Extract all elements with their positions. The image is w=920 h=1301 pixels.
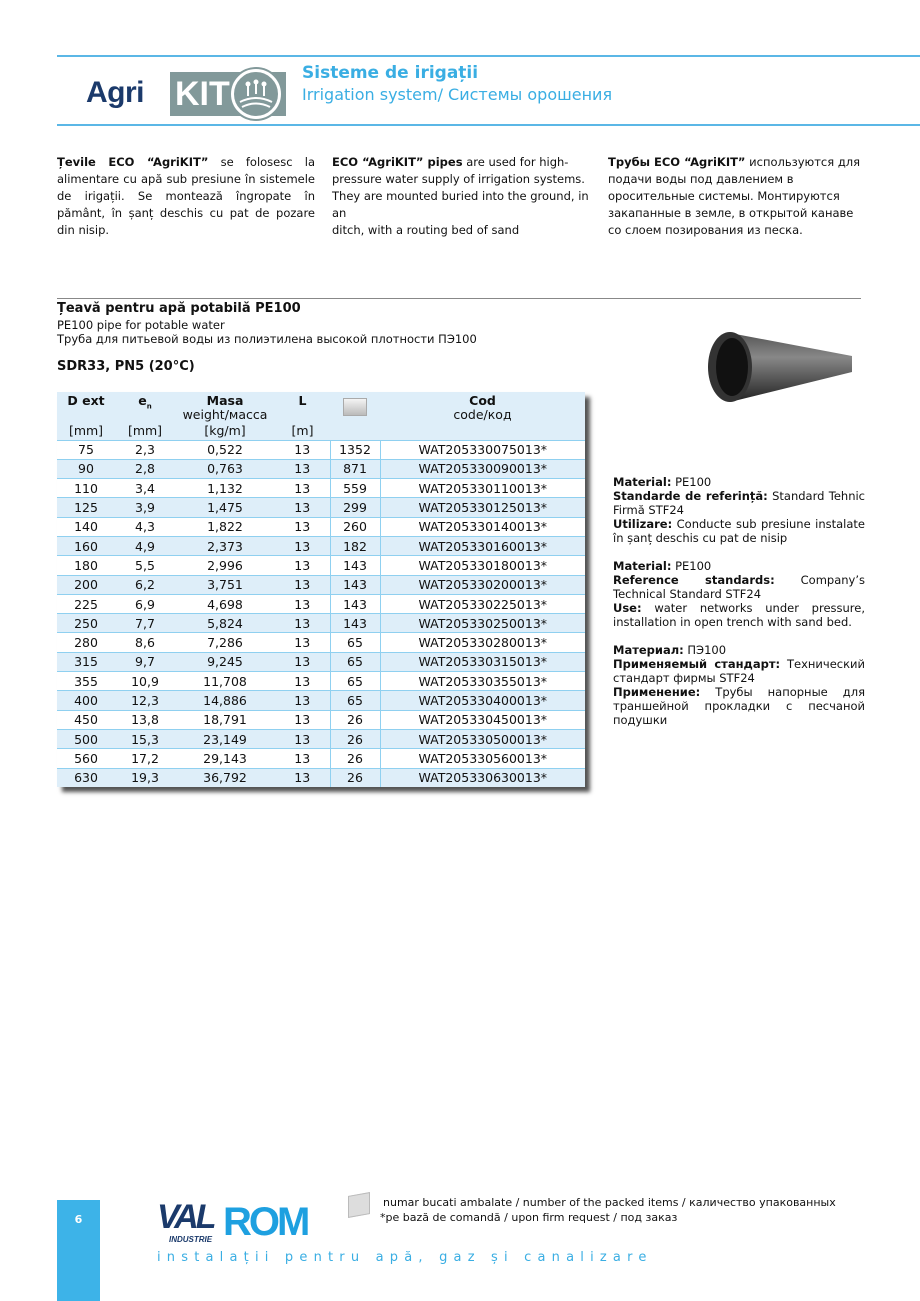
table-row	[57, 729, 585, 748]
table-cell: 19,3	[115, 768, 175, 787]
table-cell: 143	[330, 556, 380, 575]
table-cell: 13	[275, 710, 330, 729]
table-cell: 13	[275, 556, 330, 575]
page-subtitle: Irrigation system/ Системы орошения	[302, 85, 613, 104]
table-cell: WAT205330500013*	[380, 729, 585, 748]
table-cell: 143	[330, 575, 380, 594]
table-cell: WAT205330180013*	[380, 556, 585, 575]
table-cell: 4,9	[115, 536, 175, 555]
table-row	[57, 440, 585, 459]
spec-ro: Material: PE100 Standarde de referință: Standard Tehnic Firmă STF24 Utilizare: Conducte sub presiune instalate în șanț deschis cu pat de nisip	[613, 475, 865, 545]
table-cell: 260	[330, 517, 380, 536]
page-title: Sisteme de irigații	[302, 63, 479, 83]
table-row	[57, 459, 585, 478]
table-cell: 1,132	[175, 479, 275, 498]
col-masa-sub: weight/масса	[182, 407, 268, 422]
table-cell: 13	[275, 594, 330, 613]
table-row	[57, 768, 585, 787]
table-cell: 110	[57, 479, 115, 498]
pipe-table	[57, 392, 585, 787]
table-row	[57, 749, 585, 768]
table-cell: 450	[57, 710, 115, 729]
table-cell: 5,824	[175, 614, 275, 633]
table-cell: WAT205330560013*	[380, 749, 585, 768]
table-cell: 26	[330, 768, 380, 787]
pipe-image	[700, 330, 855, 405]
section-title: Țeavă pentru apă potabilă PE100	[57, 301, 301, 316]
table-cell: WAT205330315013*	[380, 652, 585, 671]
footnote-packed: numar bucati ambalate / number of the packed items / каличество упакованных	[383, 1196, 836, 1209]
table-cell: 75	[57, 440, 115, 459]
table-row	[57, 536, 585, 555]
table-cell: 560	[57, 749, 115, 768]
col-cod: Cod	[469, 393, 496, 408]
table-cell: 250	[57, 614, 115, 633]
intro-ro: Țevile ECO “AgriKIT” se folosesc la alimentare cu apă sub presiune în sistemele de irigații. Se montează îngropate în pământ, în șanț deschis cu pat de pozare din nisip.	[57, 155, 315, 237]
wheat-field-icon	[231, 69, 281, 119]
table-cell: 355	[57, 672, 115, 691]
table-cell: 13	[275, 575, 330, 594]
table-cell: WAT205330090013*	[380, 459, 585, 478]
col-masa: Masa	[206, 393, 244, 408]
table-row	[57, 556, 585, 575]
unit: [kg/m]	[204, 422, 246, 438]
col-cod-sub: code/код	[453, 407, 512, 422]
table-cell: 4,3	[115, 517, 175, 536]
unit: [mm]	[127, 422, 163, 438]
table-cell: 13	[275, 652, 330, 671]
table-row	[57, 575, 585, 594]
table-cell: 12,3	[115, 691, 175, 710]
sdr-heading: SDR33, PN5 (20°C)	[57, 359, 195, 374]
table-cell: 2,373	[175, 536, 275, 555]
table-cell: 9,7	[115, 652, 175, 671]
table-cell: 1,475	[175, 498, 275, 517]
table-cell: 13	[275, 633, 330, 652]
table-cell: 26	[330, 710, 380, 729]
table-cell: 5,5	[115, 556, 175, 575]
table-cell: 2,8	[115, 459, 175, 478]
unit: [m]	[291, 422, 314, 438]
intro-ru: Трубы ECO “AgriKIT” используются для подачи воды под давлением в оросительные системы. Монтируются закапанные в земле, в открытой канаве со слоем позирования из песка.	[608, 155, 861, 237]
table-row	[57, 498, 585, 517]
unit: [mm]	[68, 422, 104, 438]
table-cell: 13	[275, 498, 330, 517]
table-row	[57, 691, 585, 710]
agrikit-logo-box: KIT	[170, 72, 286, 116]
table-cell: 65	[330, 691, 380, 710]
tagline: instalații pentru apă, gaz și canalizare	[157, 1250, 653, 1265]
table-cell: 17,2	[115, 749, 175, 768]
table-cell: 13	[275, 691, 330, 710]
table-cell: 13	[275, 749, 330, 768]
table-cell: 13	[275, 672, 330, 691]
intro-en: ECO “AgriKIT” pipes are used for high-pressure water supply of irrigation systems. They are mounted buried into the ground, in an ditch, with a routing bed of sand	[332, 155, 589, 237]
table-cell: 1,822	[175, 517, 275, 536]
spec-en: Material: PE100 Reference standards: Company’s Technical Standard STF24 Use: water networks under pressure, installation in open trench with sand bed.	[613, 559, 865, 629]
table-cell: 0,763	[175, 459, 275, 478]
table-cell: 182	[330, 536, 380, 555]
table-row	[57, 633, 585, 652]
footnote-order: *pe bază de comandă / upon firm request / под заказ	[380, 1211, 678, 1224]
table-cell: 871	[330, 459, 380, 478]
table-cell: 65	[330, 672, 380, 691]
table-cell: WAT205330110013*	[380, 479, 585, 498]
table-cell: 1352	[330, 440, 380, 459]
col-l: L	[298, 393, 307, 408]
package-icon	[343, 398, 367, 416]
table-header	[57, 392, 585, 440]
table-cell: 65	[330, 652, 380, 671]
table-cell: 3,4	[115, 479, 175, 498]
table-cell: WAT205330400013*	[380, 691, 585, 710]
table-row	[57, 710, 585, 729]
table-cell: 18,791	[175, 710, 275, 729]
table-cell: 15,3	[115, 729, 175, 748]
table-cell: WAT205330075013*	[380, 440, 585, 459]
table-cell: 3,9	[115, 498, 175, 517]
col-dext: D ext	[67, 393, 105, 408]
table-cell: 10,9	[115, 672, 175, 691]
section-subtitle-ru: Труба для питьевой воды из полиэтилена высокой плотности ПЭ100	[57, 332, 477, 346]
open-box-icon	[348, 1192, 370, 1218]
table-cell: 90	[57, 459, 115, 478]
header-bottom-rule	[57, 124, 920, 126]
table-cell: WAT205330200013*	[380, 575, 585, 594]
table-cell: 3,751	[175, 575, 275, 594]
header-top-rule	[57, 55, 920, 57]
table-row	[57, 652, 585, 671]
table-cell: WAT205330630013*	[380, 768, 585, 787]
table-cell: 0,522	[175, 440, 275, 459]
table-cell: 140	[57, 517, 115, 536]
table-cell: 13	[275, 459, 330, 478]
table-cell: 7,7	[115, 614, 175, 633]
table-cell: 7,286	[175, 633, 275, 652]
table-cell: 65	[330, 633, 380, 652]
table-cell: 13	[275, 729, 330, 748]
table-cell: 14,886	[175, 691, 275, 710]
table-cell: 29,143	[175, 749, 275, 768]
table-row	[57, 614, 585, 633]
table-cell: WAT205330140013*	[380, 517, 585, 536]
table-cell: 36,792	[175, 768, 275, 787]
table-cell: 26	[330, 749, 380, 768]
page-number: 6	[74, 1213, 83, 1226]
table-cell: WAT205330250013*	[380, 614, 585, 633]
agrikit-logo: Agri	[86, 76, 144, 109]
table-cell: 125	[57, 498, 115, 517]
table-cell: 13	[275, 536, 330, 555]
table-cell: 4,698	[175, 594, 275, 613]
table-cell: 315	[57, 652, 115, 671]
table-cell: WAT205330280013*	[380, 633, 585, 652]
table-cell: WAT205330450013*	[380, 710, 585, 729]
table-cell: 13	[275, 440, 330, 459]
table-cell: 630	[57, 768, 115, 787]
valrom-logo: VAL ROM INDUSTRIE	[157, 1198, 308, 1244]
table-cell: 9,245	[175, 652, 275, 671]
table-cell: 143	[330, 614, 380, 633]
table-cell: 500	[57, 729, 115, 748]
table-row	[57, 479, 585, 498]
table-cell: 6,9	[115, 594, 175, 613]
table-row	[57, 672, 585, 691]
table-cell: 6,2	[115, 575, 175, 594]
table-cell: 23,149	[175, 729, 275, 748]
specs-panel	[613, 475, 865, 741]
table-cell: 400	[57, 691, 115, 710]
table-cell: 143	[330, 594, 380, 613]
table-cell: 225	[57, 594, 115, 613]
table-row	[57, 594, 585, 613]
table-cell: 26	[330, 729, 380, 748]
table-cell: 200	[57, 575, 115, 594]
table-cell: WAT205330355013*	[380, 672, 585, 691]
spec-ru: Материал: ПЭ100 Применяемый стандарт: Технический стандарт фирмы STF24 Применение: Трубы напорные для траншейной прокладки с песчаной подушки	[613, 643, 865, 727]
table-cell: 13	[275, 768, 330, 787]
table-cell: 13	[275, 479, 330, 498]
table-cell: 13,8	[115, 710, 175, 729]
table-cell: 559	[330, 479, 380, 498]
table-cell: 8,6	[115, 633, 175, 652]
table-cell: 2,3	[115, 440, 175, 459]
table-cell: 11,708	[175, 672, 275, 691]
table-cell: WAT205330225013*	[380, 594, 585, 613]
col-en: $e_n$	[138, 393, 152, 411]
table-cell: 180	[57, 556, 115, 575]
table-row	[57, 517, 585, 536]
table-cell: 160	[57, 536, 115, 555]
table-cell: WAT205330125013*	[380, 498, 585, 517]
section-divider	[57, 298, 861, 299]
table-cell: 280	[57, 633, 115, 652]
table-cell: 13	[275, 614, 330, 633]
section-subtitle-en: PE100 pipe for potable water	[57, 318, 225, 332]
table-cell: WAT205330160013*	[380, 536, 585, 555]
table-cell: 2,996	[175, 556, 275, 575]
table-cell: 13	[275, 517, 330, 536]
table-cell: 299	[330, 498, 380, 517]
